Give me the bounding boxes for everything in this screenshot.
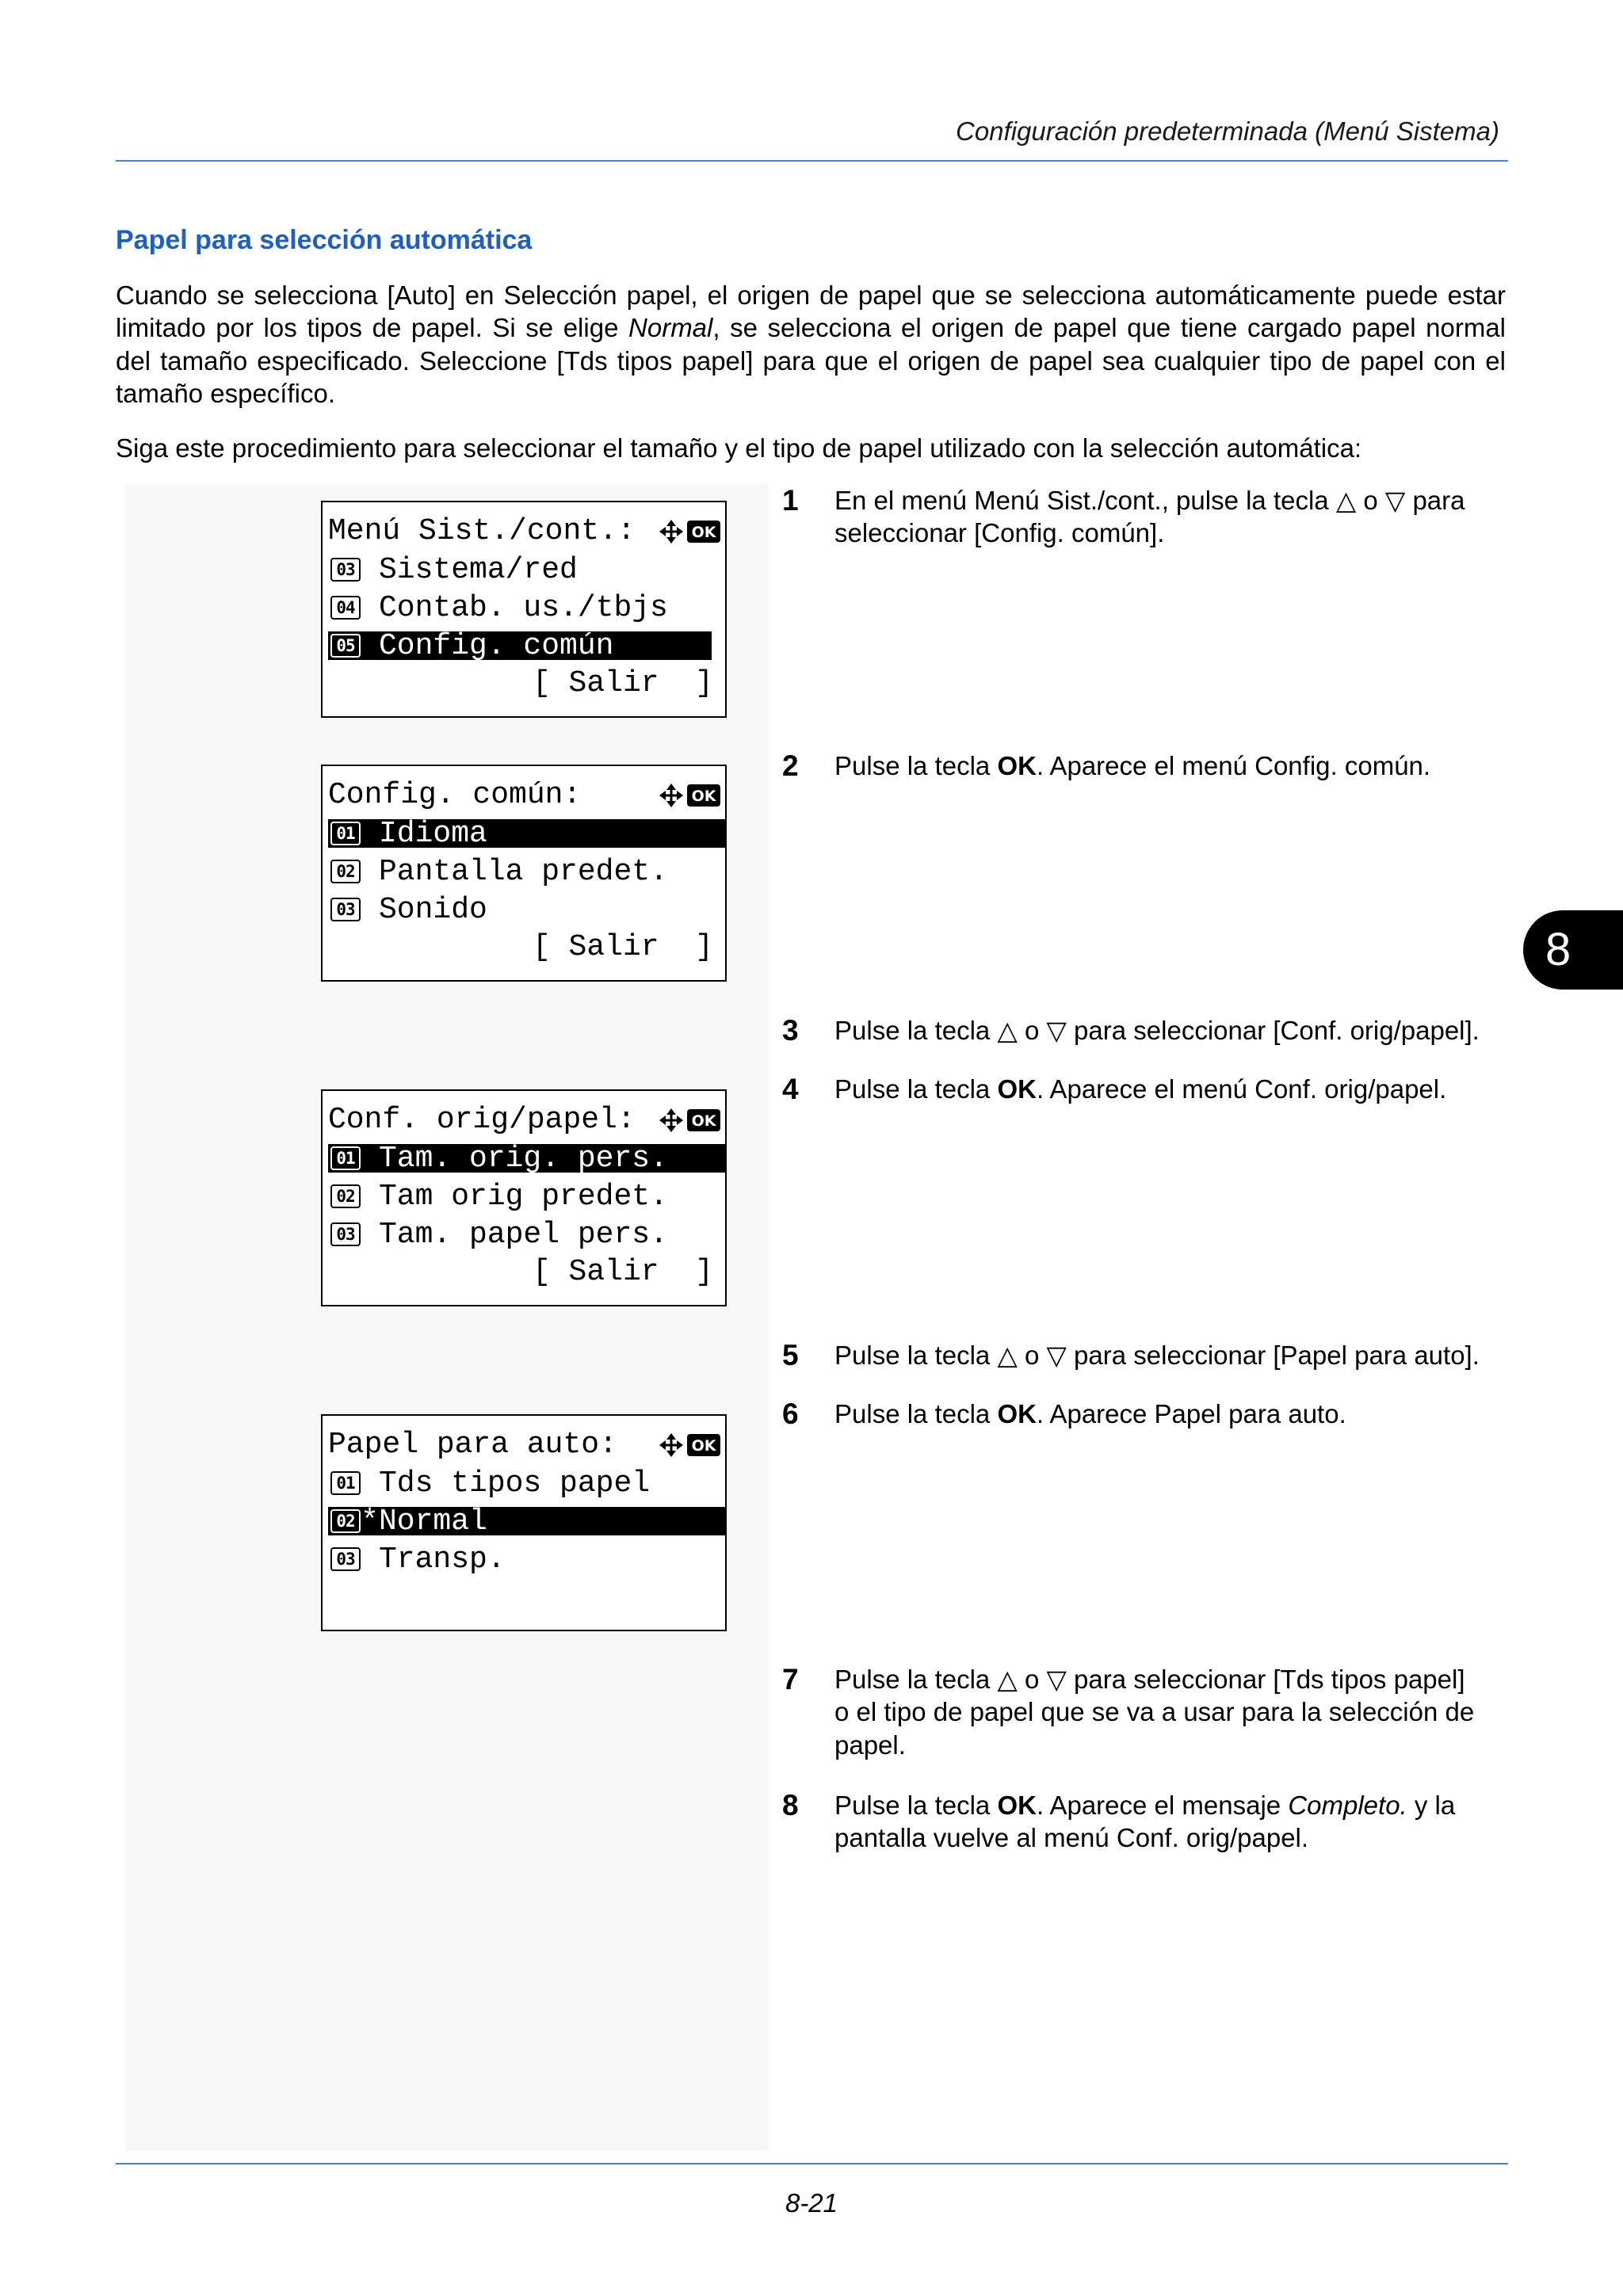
lcd-menu-row bbox=[323, 589, 725, 627]
lcd-row-label: Tds tipos papel bbox=[379, 1466, 651, 1501]
step-text bbox=[834, 1663, 1508, 1761]
lcd-row-bar bbox=[328, 1179, 725, 1214]
lcd-row-label: Tam. orig. pers. bbox=[379, 1141, 668, 1176]
item-number-icon: 05 bbox=[330, 634, 361, 658]
ok-key-reference: OK bbox=[997, 1399, 1037, 1428]
lcd-menu-row bbox=[323, 852, 725, 891]
ok-key-label: OK bbox=[691, 788, 716, 805]
lcd-screen-common-settings bbox=[321, 765, 727, 982]
step-text-run: o el tipo de papel que se va a usar para la selección de bbox=[834, 1697, 1475, 1727]
lcd-screen-paper-for-auto bbox=[321, 1414, 727, 1631]
step-text-line bbox=[834, 1663, 1508, 1695]
intro-text: Cuando se selecciona [Auto] en Selección papel, el origen de papel que se selecciona automáticamente puede estar bbox=[116, 280, 1506, 310]
exit-softkey-label: [ Salir ] bbox=[532, 930, 713, 964]
step-number: 3 bbox=[782, 1014, 799, 1047]
chapter-tab bbox=[1523, 910, 1623, 990]
intro-line bbox=[116, 345, 1506, 377]
step-text-line bbox=[834, 1821, 1508, 1854]
lcd-row-label: Idioma bbox=[379, 816, 487, 851]
item-number-icon: 03 bbox=[330, 558, 361, 582]
step-text-run: y la bbox=[1407, 1791, 1456, 1820]
figure-background bbox=[124, 483, 769, 2151]
step-number: 1 bbox=[782, 484, 799, 517]
lcd-menu-row bbox=[323, 1502, 725, 1540]
intro-text: , se selecciona el origen de papel que tiene cargado papel normal bbox=[712, 313, 1506, 343]
ok-key-reference: OK bbox=[997, 1074, 1037, 1104]
lcd-menu-row bbox=[323, 1464, 725, 1502]
lcd-row-bar bbox=[328, 1542, 725, 1577]
step-number: 7 bbox=[782, 1663, 799, 1695]
header-rule bbox=[116, 160, 1508, 162]
lcd-row-label: Tam. papel pers. bbox=[379, 1217, 668, 1252]
item-number-icon: 03 bbox=[330, 898, 361, 921]
step-text bbox=[834, 1398, 1508, 1430]
step-text-run: Pulse la tecla bbox=[834, 751, 998, 780]
lcd-row-bar bbox=[328, 590, 712, 625]
intro-text: del tamaño especificado. Seleccione [Tds tipos papel] para que el origen de papel sea cualquier tipo de papel con el bbox=[116, 345, 1506, 376]
lcd-row-label: Tam orig predet. bbox=[379, 1179, 668, 1214]
arrow-keys-ok-icon bbox=[659, 783, 722, 808]
four-way-arrow-icon bbox=[659, 1108, 683, 1132]
step-text-run: . Aparece Papel para auto. bbox=[1036, 1399, 1346, 1428]
step-text bbox=[834, 1073, 1508, 1105]
four-way-arrow-icon bbox=[659, 1433, 683, 1457]
step-number: 4 bbox=[782, 1073, 799, 1105]
lcd-row-bar bbox=[328, 892, 725, 927]
item-number-icon: 02 bbox=[330, 1509, 361, 1533]
ok-key-label: OK bbox=[691, 1112, 716, 1130]
intro-italic-term: Normal bbox=[628, 313, 713, 343]
step-text-line bbox=[834, 1695, 1508, 1728]
step-text-run: . Aparece el mensaje bbox=[1036, 1791, 1289, 1820]
lcd-title-line bbox=[323, 776, 725, 814]
lcd-row-bar bbox=[328, 1141, 725, 1176]
lcd-title-line bbox=[323, 1101, 725, 1139]
step-text-line bbox=[834, 517, 1508, 549]
step-text-run: En el menú Menú Sist./cont., pulse la tecla △ o ▽ para bbox=[834, 486, 1465, 515]
step-text-line bbox=[834, 1073, 1508, 1105]
message-name: Completo. bbox=[1288, 1791, 1407, 1820]
lcd-menu-row bbox=[323, 891, 725, 929]
lcd-row-bar bbox=[328, 552, 712, 587]
intro-line bbox=[116, 311, 1506, 344]
lcd-row-label: Pantalla predet. bbox=[379, 854, 668, 889]
arrow-keys-ok-icon bbox=[659, 519, 722, 544]
step-text-run: Pulse la tecla △ o ▽ para seleccionar [Conf. orig/papel]. bbox=[834, 1016, 1480, 1045]
lcd-screen-original-paper-settings bbox=[321, 1089, 727, 1306]
lcd-row-bar bbox=[328, 854, 725, 889]
lcd-row-bar bbox=[328, 816, 725, 851]
step-text-run: papel. bbox=[834, 1730, 906, 1760]
lcd-menu-row bbox=[323, 1139, 725, 1177]
ok-key-label: OK bbox=[691, 524, 716, 541]
item-number-icon: 03 bbox=[330, 1547, 361, 1571]
step-text-line bbox=[834, 1339, 1508, 1371]
step-text-line bbox=[834, 484, 1508, 517]
lcd-screen-system-menu bbox=[321, 501, 727, 718]
four-way-arrow-icon bbox=[659, 520, 683, 543]
intro-line bbox=[116, 377, 1506, 410]
step-text-run: . Aparece el menú Config. común. bbox=[1036, 751, 1431, 780]
step-number: 8 bbox=[782, 1789, 799, 1821]
item-number-icon: 01 bbox=[330, 1471, 361, 1495]
ok-key-reference: OK bbox=[997, 751, 1037, 780]
item-number-icon: 04 bbox=[330, 596, 361, 620]
lcd-menu-row bbox=[323, 1540, 725, 1578]
lcd-row-bar bbox=[328, 1217, 725, 1252]
item-number-icon: 03 bbox=[330, 1222, 361, 1246]
step-text bbox=[834, 749, 1508, 782]
lcd-menu-row bbox=[323, 627, 725, 665]
lcd-row-label: Transp. bbox=[379, 1542, 506, 1577]
step-text-run: Pulse la tecla bbox=[834, 1399, 998, 1428]
step-number: 6 bbox=[782, 1398, 799, 1430]
intro-line bbox=[116, 279, 1506, 311]
lcd-title: Papel para auto: bbox=[328, 1428, 617, 1462]
step-text bbox=[834, 1789, 1508, 1855]
intro-text: limitado por los tipos de papel. Si se elige bbox=[116, 313, 629, 343]
lcd-row-label: Sistema/red bbox=[379, 552, 578, 587]
step-text-run: seleccionar [Config. común]. bbox=[834, 518, 1165, 548]
lcd-menu-row bbox=[323, 814, 725, 852]
item-number-icon: 02 bbox=[330, 860, 361, 883]
step-text-line bbox=[834, 749, 1508, 782]
chapter-number: 8 bbox=[1545, 924, 1571, 975]
lcd-row-bar bbox=[328, 628, 712, 663]
step-text-line bbox=[834, 1398, 1508, 1430]
exit-softkey-label: [ Salir ] bbox=[532, 666, 713, 700]
step-number: 5 bbox=[782, 1339, 799, 1371]
step-text-line bbox=[834, 1014, 1508, 1047]
step-text-run: Pulse la tecla bbox=[834, 1791, 998, 1820]
lcd-row-bar bbox=[328, 1466, 725, 1501]
step-text-line bbox=[834, 1729, 1508, 1761]
lcd-title: Menú Sist./cont.: bbox=[328, 514, 636, 548]
page-number: 8-21 bbox=[785, 2188, 838, 2218]
step-text-run: Pulse la tecla △ o ▽ para seleccionar [Papel para auto]. bbox=[834, 1341, 1480, 1370]
lcd-menu-row bbox=[323, 1177, 725, 1215]
step-text bbox=[834, 484, 1508, 550]
step-text-run: pantalla vuelve al menú Conf. orig/papel. bbox=[834, 1823, 1309, 1853]
lcd-title: Conf. orig/papel: bbox=[328, 1103, 636, 1137]
step-text-run: Pulse la tecla bbox=[834, 1074, 998, 1104]
running-title: Configuración predeterminada (Menú Sistema) bbox=[955, 116, 1499, 146]
lcd-row-bar bbox=[328, 1504, 725, 1539]
item-number-icon: 02 bbox=[330, 1184, 361, 1208]
lcd-menu-row bbox=[323, 551, 725, 589]
ok-key-label: OK bbox=[691, 1437, 716, 1455]
step-number: 2 bbox=[782, 749, 799, 782]
footer-rule bbox=[116, 2163, 1508, 2164]
arrow-keys-ok-icon bbox=[659, 1108, 722, 1133]
item-number-icon: 01 bbox=[330, 822, 361, 845]
intro-text: tamaño específico. bbox=[116, 379, 335, 409]
step-text-run: Pulse la tecla △ o ▽ para seleccionar [Tds tipos papel] bbox=[834, 1665, 1465, 1694]
lcd-title-line bbox=[323, 1426, 725, 1464]
step-text-run: . Aparece el menú Conf. orig/papel. bbox=[1036, 1074, 1447, 1104]
step-text bbox=[834, 1339, 1508, 1371]
lcd-row-label: Contab. us./tbjs bbox=[379, 590, 668, 625]
exit-softkey-label: [ Salir ] bbox=[532, 1255, 713, 1289]
lcd-row-label: Sonido bbox=[379, 892, 487, 927]
arrow-keys-ok-icon bbox=[659, 1432, 722, 1458]
lcd-row-label: Config. común bbox=[379, 628, 614, 663]
section-title: Papel para selección automática bbox=[116, 225, 533, 255]
step-text-line bbox=[834, 1789, 1508, 1821]
default-marker: * bbox=[361, 1504, 379, 1539]
item-number-icon: 01 bbox=[330, 1146, 361, 1170]
step-text bbox=[834, 1014, 1508, 1047]
four-way-arrow-icon bbox=[659, 784, 683, 807]
lcd-menu-row bbox=[323, 1215, 725, 1253]
lcd-row-label: Normal bbox=[379, 1504, 487, 1539]
ok-key-reference: OK bbox=[997, 1791, 1037, 1820]
lcd-title-line bbox=[323, 513, 725, 551]
lcd-title: Config. común: bbox=[328, 778, 582, 812]
intro-paragraph bbox=[116, 279, 1506, 410]
procedure-intro: Siga este procedimiento para seleccionar el tamaño y el tipo de papel utilizado con la selección automática: bbox=[116, 433, 1362, 463]
